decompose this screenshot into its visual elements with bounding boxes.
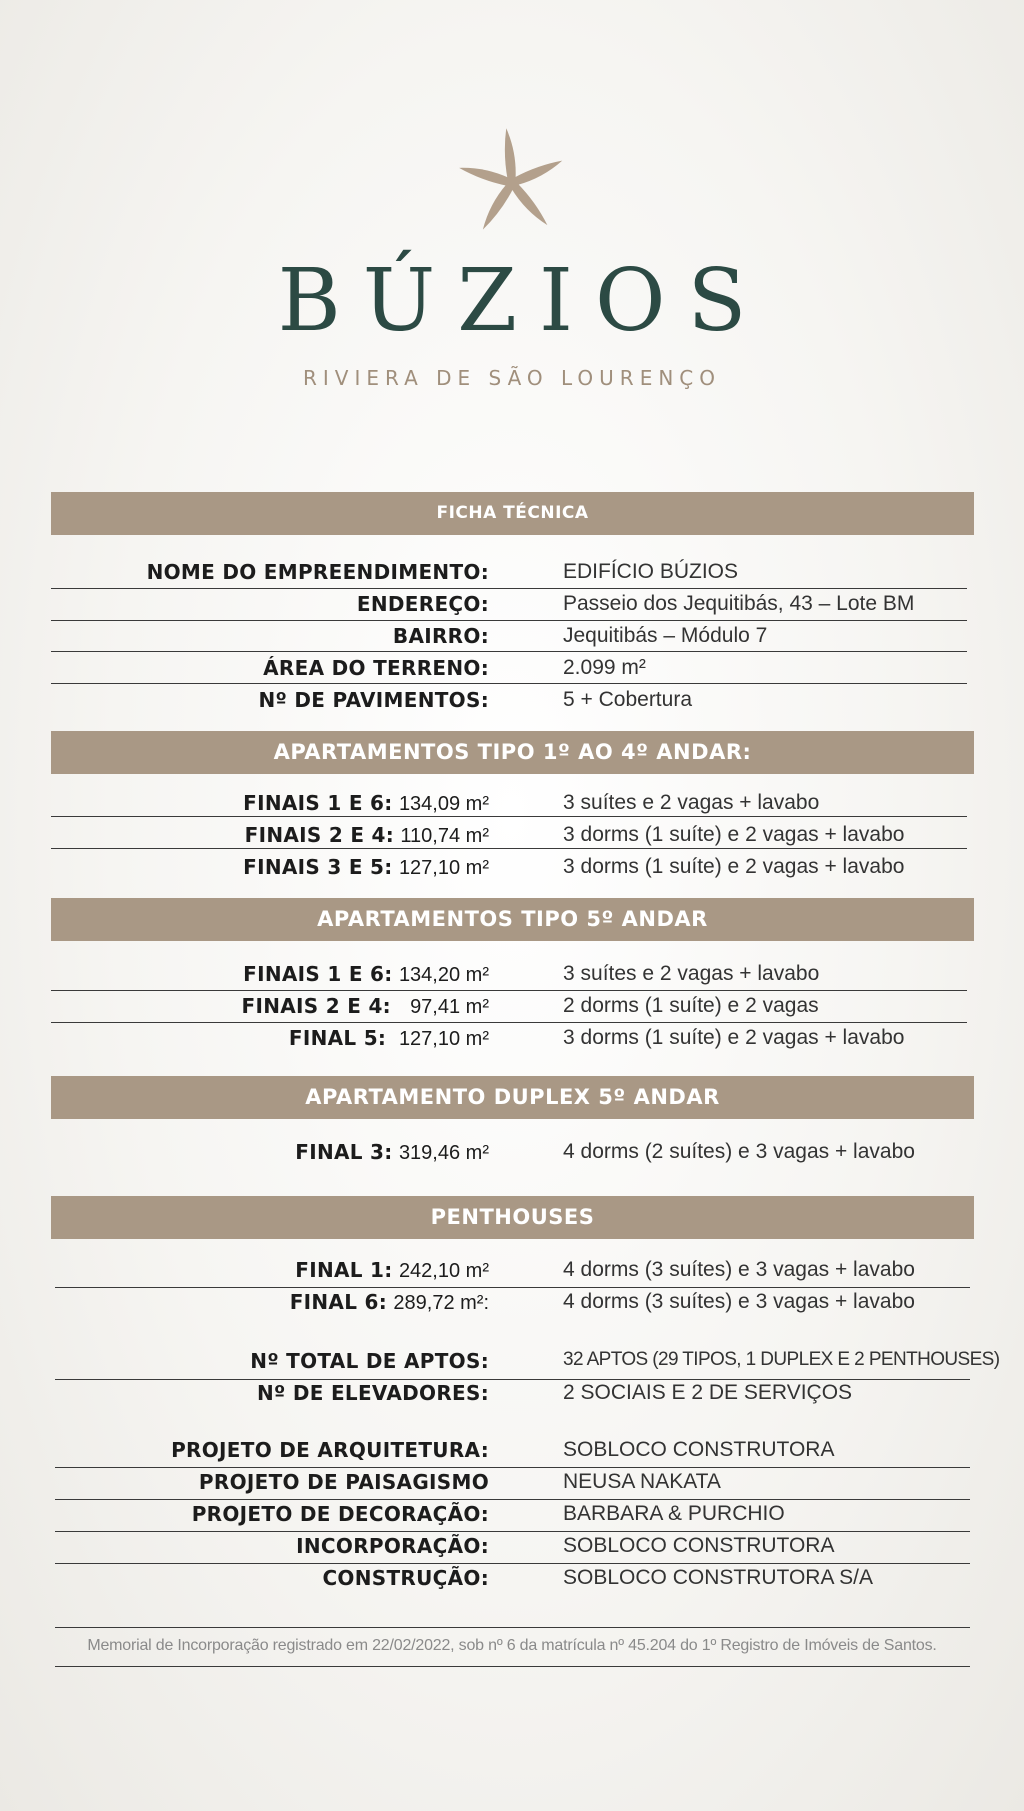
projeto-row [0, 1566, 1024, 1598]
totais-row [0, 1381, 1024, 1413]
row-value: NEUSA NAKATA [563, 1470, 721, 1493]
row-label: ÁREA DO TERRENO: [263, 656, 489, 680]
row-value: SOBLOCO CONSTRUTORA [563, 1438, 835, 1461]
row-area: 319,46 m² [398, 1142, 489, 1164]
totais-row [0, 1349, 1024, 1381]
apto-row [0, 1290, 1024, 1322]
divider [55, 1467, 970, 1468]
row-label: CONSTRUÇÃO: [322, 1566, 489, 1590]
apto-row [0, 791, 1024, 823]
row-area: 242,10 m² [398, 1260, 489, 1282]
row-label: PROJETO DE ARQUITETURA: [171, 1438, 489, 1462]
apto-row [0, 1140, 1024, 1172]
row-value: SOBLOCO CONSTRUTORA [563, 1534, 835, 1557]
divider [55, 1499, 970, 1500]
row-label: FINAIS 2 E 4: [244, 823, 395, 847]
row-value: Jequitibás – Módulo 7 [563, 624, 768, 647]
row-label: PROJETO DE DECORAÇÃO: [191, 1502, 489, 1526]
row-area: 134,20 m² [398, 964, 489, 986]
footer-note: Memorial de Incorporação registrado em 22/02/2022, sob nº 6 da matrícula nº 45.204 do 1º Registro de Imóveis de Santos. [87, 1637, 937, 1654]
row-value: 5 + Cobertura [563, 688, 692, 711]
row-value: 4 dorms (3 suítes) e 3 vagas + lavabo [563, 1258, 915, 1281]
row-value: SOBLOCO CONSTRUTORA S/A [563, 1566, 874, 1589]
row-label: BAIRRO: [392, 624, 489, 648]
row-value: 3 suítes e 2 vagas + lavabo [563, 791, 820, 814]
row-value: 3 dorms (1 suíte) e 2 vagas + lavabo [563, 855, 905, 878]
row-label: FINAL 6: [289, 1290, 388, 1314]
row-label: FINAL 5: [288, 1026, 387, 1050]
row-value: 2.099 m² [563, 656, 646, 679]
row-value: 3 suítes e 2 vagas + lavabo [563, 962, 820, 985]
row-label: FINAL 1: [295, 1258, 393, 1282]
row-value: 2 dorms (1 suíte) e 2 vagas [563, 994, 819, 1017]
brand-name: BÚZIOS [277, 251, 769, 351]
row-label: Nº DE ELEVADORES: [256, 1381, 489, 1405]
starfish-icon [452, 125, 572, 240]
divider [51, 816, 967, 817]
divider [55, 1563, 970, 1564]
divider [55, 1287, 970, 1288]
row-area: 110,74 m² [400, 825, 489, 847]
row-label: Nº TOTAL DE APTOS: [250, 1349, 489, 1373]
divider [55, 1666, 970, 1667]
projeto-row [0, 1438, 1024, 1470]
projeto-row [0, 1470, 1024, 1502]
divider [51, 990, 967, 991]
penthouses-header: PENTHOUSES [51, 1196, 974, 1239]
tipo-5-header: APARTAMENTOS TIPO 5º ANDAR [51, 898, 974, 941]
apto-row [0, 1258, 1024, 1290]
row-label: PROJETO DE PAISAGISMO [198, 1470, 489, 1494]
row-value: 2 SOCIAIS E 2 DE SERVIÇOS [563, 1381, 853, 1404]
row-area: 134,09 m² [398, 793, 489, 815]
row-area: 97,41 m² [410, 996, 489, 1018]
row-value: BARBARA & PURCHIO [563, 1502, 785, 1525]
brand-tagline: RIVIERA DE SÃO LOURENÇO [302, 366, 722, 390]
divider [51, 848, 967, 849]
divider [55, 1379, 970, 1380]
row-area: 127,10 m² [398, 1028, 489, 1050]
duplex-header: APARTAMENTO DUPLEX 5º ANDAR [51, 1076, 974, 1119]
row-area: 127,10 m² [398, 857, 489, 879]
row-label: INCORPORAÇÃO: [296, 1534, 489, 1558]
logo [0, 125, 1024, 390]
divider [51, 651, 967, 652]
row-label: FINAIS 1 E 6: [243, 791, 393, 815]
row-value: 3 dorms (1 suíte) e 2 vagas + lavabo [563, 823, 905, 846]
row-area: 289,72 m²: [393, 1292, 489, 1314]
divider [51, 1022, 967, 1023]
tipo-1-4-header: APARTAMENTOS TIPO 1º AO 4º ANDAR: [51, 731, 974, 774]
divider [51, 588, 967, 589]
row-label: FINAIS 3 E 5: [243, 855, 393, 879]
row-value: Passeio dos Jequitibás, 43 – Lote BM [563, 592, 915, 615]
row-label: NOME DO EMPREENDIMENTO: [146, 560, 489, 584]
projeto-row [0, 1502, 1024, 1534]
row-label: FINAIS 2 E 4: [241, 994, 391, 1018]
row-value: EDIFÍCIO BÚZIOS [563, 560, 739, 583]
ficha-tecnica-header: FICHA TÉCNICA [51, 492, 974, 535]
divider [55, 1627, 970, 1628]
apto-row [0, 823, 1024, 855]
row-value: 3 dorms (1 suíte) e 2 vagas + lavabo [563, 1026, 905, 1049]
apto-row [0, 855, 1024, 887]
projeto-row [0, 1534, 1024, 1566]
divider [51, 620, 967, 621]
apto-row [0, 1026, 1024, 1058]
row-value: 4 dorms (2 suítes) e 3 vagas + lavabo [563, 1140, 915, 1163]
divider [51, 683, 967, 684]
row-label: ENDEREÇO: [356, 592, 489, 616]
ficha-row [0, 688, 1024, 720]
row-label: FINAIS 1 E 6: [243, 962, 393, 986]
row-value: 32 APTOS (29 TIPOS, 1 DUPLEX E 2 PENTHOUSES) [563, 1349, 1000, 1370]
row-value: 4 dorms (3 suítes) e 3 vagas + lavabo [563, 1290, 915, 1313]
divider [55, 1531, 970, 1532]
row-label: FINAL 3: [295, 1140, 393, 1164]
row-label: Nº DE PAVIMENTOS: [258, 688, 489, 712]
